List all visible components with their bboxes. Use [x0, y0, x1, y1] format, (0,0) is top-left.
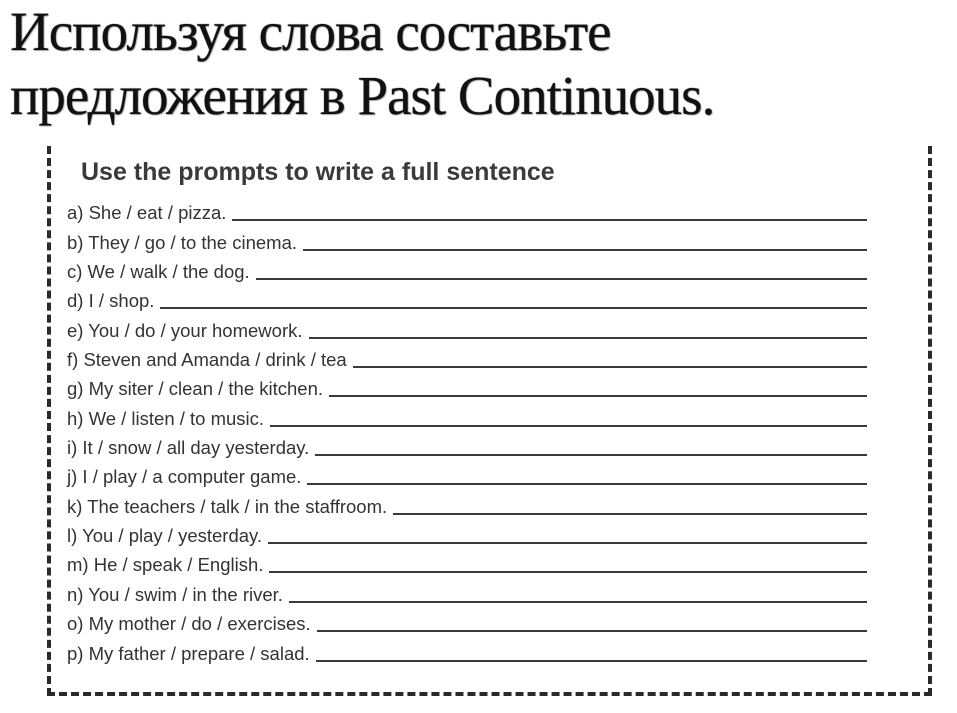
answer-line: [232, 219, 867, 221]
answer-line: [268, 542, 867, 544]
prompt-text: n) You / swim / in the river.: [67, 583, 283, 605]
prompt-item: [67, 254, 867, 283]
answer-line: [303, 249, 867, 251]
prompt-text: j) I / play / a computer game.: [67, 466, 302, 488]
prompt-item: [67, 283, 867, 312]
prompt-item: [67, 547, 867, 576]
prompt-text: o) My mother / do / exercises.: [67, 613, 311, 635]
dashed-border-bottom: [47, 692, 932, 696]
dashed-border-left: [47, 146, 51, 696]
prompt-text: e) You / do / your homework.: [67, 319, 303, 341]
prompt-item: [67, 342, 867, 371]
prompt-text: h) We / listen / to music.: [67, 407, 265, 429]
prompt-list: [67, 195, 867, 665]
prompt-text: g) My siter / clean / the kitchen.: [67, 378, 324, 400]
prompt-text: i) It / snow / all day yesterday.: [67, 437, 310, 459]
answer-line: [329, 395, 867, 397]
prompt-item: [67, 576, 867, 605]
answer-line: [270, 425, 867, 427]
prompt-text: l) You / play / yesterday.: [67, 525, 263, 547]
answer-line: [393, 513, 867, 515]
dashed-border-right: [928, 146, 932, 696]
prompt-item: [67, 606, 867, 635]
worksheet-title: Use the prompts to write a full sentence: [81, 158, 555, 186]
answer-line: [269, 571, 867, 573]
answer-line: [317, 630, 867, 632]
answer-line: [315, 454, 867, 456]
answer-line: [353, 366, 867, 368]
prompt-item: [67, 635, 867, 664]
prompt-item: [67, 459, 867, 488]
prompt-item: [67, 400, 867, 429]
prompt-text: k) The teachers / talk / in the staffroom.: [67, 495, 388, 517]
prompt-text: d) I / shop.: [67, 290, 155, 312]
answer-line: [256, 278, 867, 280]
answer-line: [160, 307, 867, 309]
worksheet-card: [47, 146, 932, 696]
prompt-item: [67, 430, 867, 459]
prompt-text: p) My father / prepare / salad.: [67, 642, 310, 664]
prompt-text: f) Steven and Amanda / drink / tea: [67, 349, 347, 371]
prompt-item: [67, 312, 867, 341]
page-title-line-2: предложения в Past Continuous.: [10, 65, 715, 126]
prompt-item: [67, 488, 867, 517]
prompt-item: [67, 371, 867, 400]
answer-line: [316, 660, 867, 662]
answer-line: [307, 483, 867, 485]
page-title-line-1: Используя слова составьте: [10, 1, 611, 62]
prompt-item: [67, 224, 867, 253]
answer-line: [289, 601, 867, 603]
prompt-text: m) He / speak / English.: [67, 554, 264, 576]
answer-line: [309, 337, 868, 339]
page-title: [10, 0, 940, 128]
prompt-text: a) She / eat / pizza.: [67, 202, 227, 224]
prompt-item: [67, 195, 867, 224]
prompt-text: b) They / go / to the cinema.: [67, 231, 298, 253]
prompt-item: [67, 518, 867, 547]
prompt-text: c) We / walk / the dog.: [67, 261, 250, 283]
